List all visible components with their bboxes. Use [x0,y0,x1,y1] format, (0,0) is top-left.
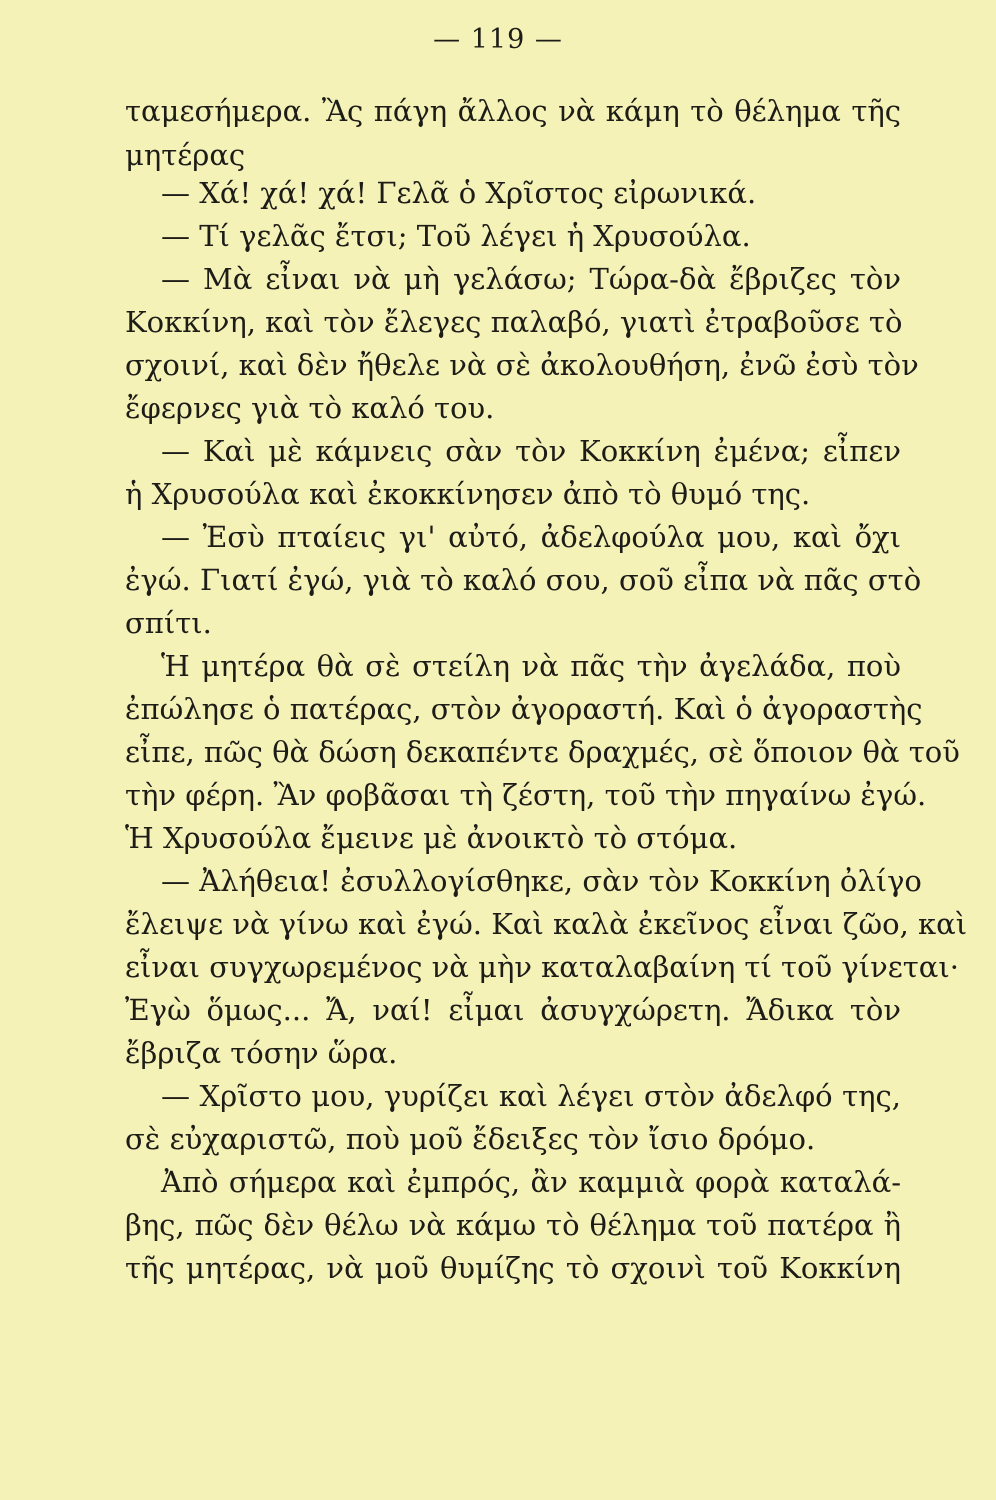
text-line: μητέρας [125,138,246,172]
text-line: — Χρῖστο μου, γυρίζει καὶ λέγει στὸν ἀδελφό της, [161,1079,901,1113]
text-line: — Χά! χά! χά! Γελᾶ ὁ Χρῖστος εἰρωνικά. [161,176,757,210]
text-line: ταμεσήμερα. Ἂς πάγη ἄλλος νὰ κάμη τὸ θέλημα τῆς [125,94,901,128]
text-line: εἶναι συγχωρεμένος νὰ μὴν καταλαβαίνη τί τοῦ γίνεται· [125,950,959,984]
text-line: ἔλειψε νὰ γίνω καὶ ἐγώ. Καὶ καλὰ ἐκεῖνος εἶναι ζῶο, καὶ [125,907,968,941]
text-line: — Τί γελᾶς ἔτσι; Τοῦ λέγει ἡ Χρυσούλα. [161,219,751,253]
text-line: — Ἀλήθεια! ἐσυλλογίσθηκε, σὰν τὸν Κοκκίνη ὀλίγο [161,864,922,898]
text-line: εἶπε, πῶς θὰ δώση δεκαπέντε δραχμές, σὲ ὅποιον θὰ τοῦ [125,735,960,769]
text-line: σχοινί, καὶ δὲν ἤθελε νὰ σὲ ἀκολουθήση, ἐνῶ ἐσὺ τὸν [125,348,919,382]
text-line: ἔβριζα τόσην ὥρα. [125,1036,398,1070]
page-number: — 119 — [433,24,563,55]
text-line: ἡ Χρυσούλα καὶ ἐκοκκίνησεν ἀπὸ τὸ θυμό της. [125,477,811,511]
text-line: Κοκκίνη, καὶ τὸν ἔλεγες παλαβό, γιατὶ ἐτραβοῦσε τὸ [125,305,903,339]
text-line: ἔφερνες γιὰ τὸ καλό του. [125,391,495,425]
text-line: ἐπώλησε ὁ πατέρας, στὸν ἀγοραστή. Καὶ ὁ ἀγοραστὴς [125,692,923,726]
text-line: Ἐγὼ ὅμως... Ἄ, ναί! εἶμαι ἀσυγχώρετη. Ἄδικα τὸν [125,993,901,1027]
text-line: βης, πῶς δὲν θέλω νὰ κάμω τὸ θέλημα τοῦ πατέρα ἢ [125,1208,901,1242]
text-line: τῆς μητέρας, νὰ μοῦ θυμίζης τὸ σχοινὶ τοῦ Κοκκίνη [125,1251,901,1285]
text-line: σὲ εὐχαριστῶ, ποὺ μοῦ ἔδειξες τὸν ἴσιο δρόμο. [125,1122,816,1156]
text-line: Ἀπὸ σήμερα καὶ ἐμπρός, ἂν καμμιὰ φορὰ καταλά- [161,1165,901,1199]
text-line: Ἡ μητέρα θὰ σὲ στείλη νὰ πᾶς τὴν ἀγελάδα, ποὺ [161,649,901,683]
text-line: σπίτι. [125,606,212,640]
text-line: — Καὶ μὲ κάμνεις σὰν τὸν Κοκκίνη ἐμένα; εἶπεν [161,434,901,468]
text-line: — Ἐσὺ πταίεις γι' αὐτό, ἀδελφούλα μου, καὶ ὄχι [161,520,901,554]
text-line: ἐγώ. Γιατί ἐγώ, γιὰ τὸ καλό σου, σοῦ εἶπα νὰ πᾶς στὸ [125,563,922,597]
text-line: τὴν φέρη. Ἂν φοβᾶσαι τὴ ζέστη, τοῦ τὴν πηγαίνω ἐγώ. [125,778,927,812]
text-line: — Μὰ εἶναι νὰ μὴ γελάσω; Τώρα-δὰ ἔβριζες τὸν [161,262,901,296]
text-line: Ἡ Χρυσούλα ἔμεινε μὲ ἀνοικτὸ τὸ στόμα. [125,821,738,855]
